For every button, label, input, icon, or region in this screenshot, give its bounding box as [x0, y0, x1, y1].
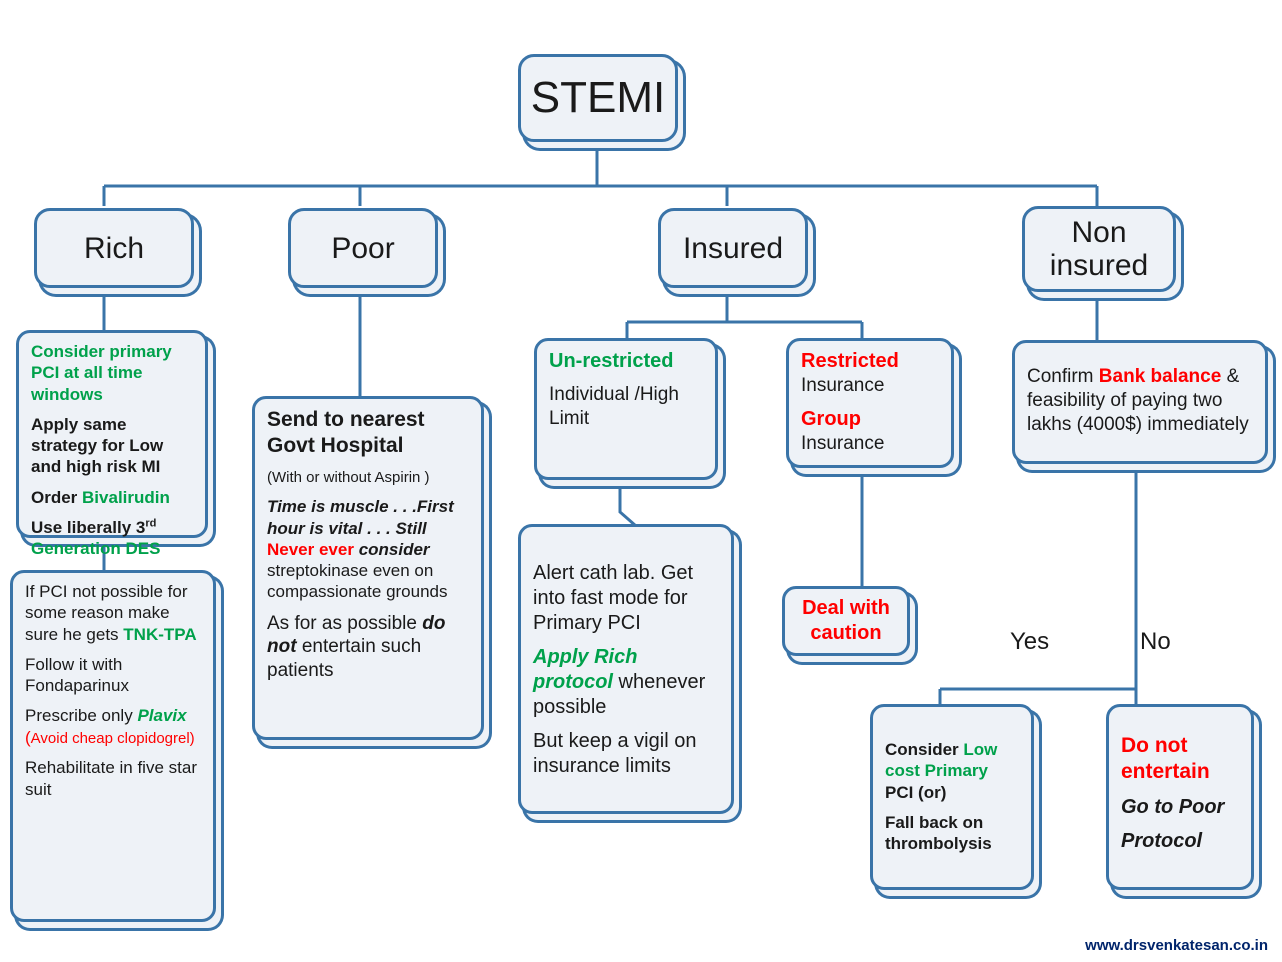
alert-line-3: But keep a vigil on insurance limits	[533, 730, 697, 777]
rich-line-1: Consider primary PCI at all time windows	[31, 342, 172, 404]
node-non-insured	[1022, 206, 1176, 292]
no-line-2: Go to Poor	[1121, 795, 1225, 818]
rich-line-3: Order Bivalirudin	[31, 487, 170, 507]
restricted-head-2: Group	[801, 407, 861, 430]
poor-line-2: (With or without Aspirin )	[267, 468, 430, 486]
node-non-insured-label: Non insured	[1049, 216, 1149, 282]
poor-line-4: As for as possible do not entertain such patients	[267, 612, 446, 681]
deal-caution-line-1: Deal with	[802, 597, 890, 619]
node-deal-with-caution	[782, 586, 910, 656]
credit-url: www.drsvenkatesan.co.in	[1085, 937, 1268, 954]
alert-line-1: Alert cath lab. Get into fast mode for Primary PCI	[533, 562, 694, 634]
node-unrestricted	[534, 338, 718, 480]
node-rich	[34, 208, 194, 288]
node-low-cost-pci	[870, 704, 1034, 890]
restricted-body-1: Insurance	[801, 375, 885, 396]
node-rich-protocol	[16, 330, 208, 558]
unrestricted-head: Un-restricted	[549, 350, 674, 372]
branch-label-no: No	[1140, 628, 1171, 655]
rich2-line-4: Rehabilitate in five star suit	[25, 758, 197, 799]
node-insured	[658, 208, 808, 288]
unrestricted-body: Individual /High Limit	[549, 384, 679, 429]
rich2-line-3: Prescribe only Plavix (Avoid cheap clopidogrel)	[25, 706, 195, 747]
node-rich-label: Rich	[83, 231, 144, 265]
confirm-text: Confirm Bank balance & feasibility of paying two lakhs (4000$) immediately	[1027, 366, 1249, 435]
yes-line-2: Fall back on thrombolysis	[885, 812, 992, 853]
restricted-head-1: Restricted	[801, 350, 899, 372]
no-line-1: Do not entertain	[1121, 734, 1210, 784]
deal-caution-line-2: caution	[810, 622, 882, 644]
node-poor	[288, 208, 438, 288]
branch-label-yes: Yes	[1010, 628, 1050, 655]
node-do-not-entertain	[1106, 704, 1254, 890]
node-confirm-bank-balance	[1012, 340, 1268, 464]
node-poor-label: Poor	[331, 231, 395, 265]
rich2-line-1: If PCI not possible for some reason make sure he gets TNK-TPA	[25, 582, 197, 644]
restricted-body-2: Insurance	[801, 432, 885, 454]
rich-line-4: Use liberally 3rd Generation DES	[31, 517, 161, 558]
node-stemi	[518, 54, 678, 142]
node-restricted	[786, 338, 954, 468]
yes-line-1: Consider Low cost Primary PCI (or)	[885, 740, 998, 802]
node-stemi-label: STEMI	[530, 73, 666, 122]
node-insured-label: Insured	[682, 231, 784, 265]
node-poor-protocol	[252, 396, 484, 740]
poor-line-1: Send to nearest Govt Hospital	[267, 408, 425, 458]
poor-line-3: Time is muscle . . .First hour is vital . . . Still Never ever consider streptokinase even on compassionate grounds	[267, 497, 454, 602]
node-rich-fallback	[10, 570, 216, 922]
node-alert-cath-lab	[518, 524, 734, 814]
rich2-line-2: Follow it with Fondaparinux	[25, 654, 129, 695]
alert-line-2: Apply Rich protocol whenever possible	[533, 646, 706, 718]
rich-line-2: Apply same strategy for Low and high risk MI	[31, 414, 164, 477]
no-line-3: Protocol	[1121, 829, 1203, 852]
